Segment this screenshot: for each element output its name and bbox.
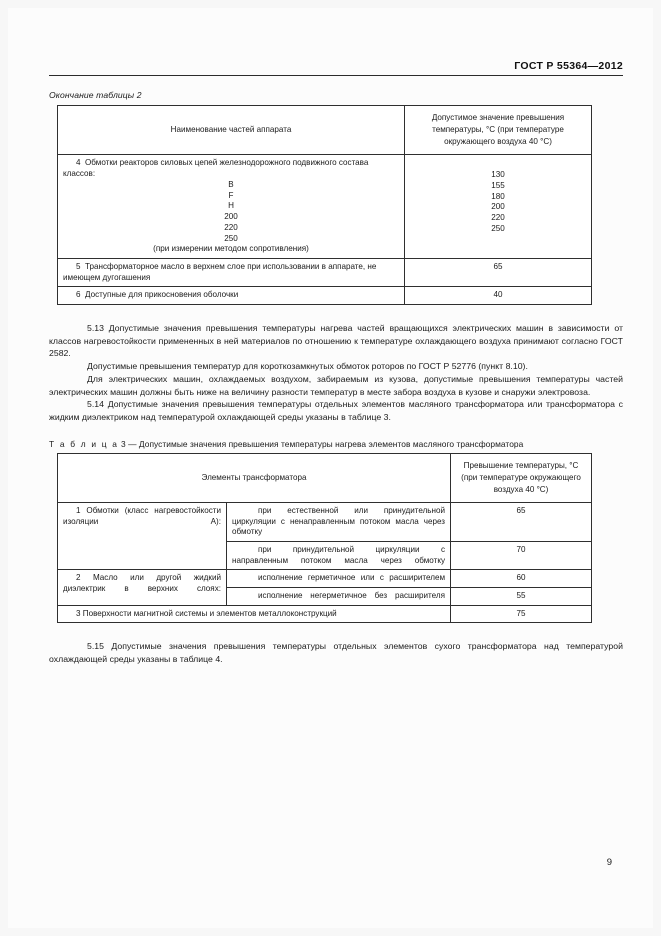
table2-caption: Окончание таблицы 2 (49, 90, 142, 100)
table3-row3-text: Поверхности магнитной системы и элементов металлоконструкций (82, 608, 337, 618)
table-row (58, 287, 592, 305)
table3 (57, 453, 592, 624)
table2-row4-values (405, 155, 592, 259)
table2-row4-note: (при измерении методом сопротивления) (153, 244, 309, 254)
table2-row4-text: Обмотки реакторов силовых цепей железнодорожного подвижного состава классов: (63, 158, 369, 179)
table3-caption-text: 3 — Допустимые значения превышения температуры нагрева элементов масляного трансформатора (121, 438, 524, 449)
paragraph-515: 5.15 Допустимые значения превышения температуры отдельных элементов сухого трансформатора над температурой охлаждающей среды указаны в таблице 4. (49, 641, 623, 665)
table3-row1-sub1-text: при естественной или принудительной циркуляции с ненаправленным потоком масла через обмотку (227, 503, 451, 542)
table2-row4-class-2: H (228, 201, 234, 211)
table3-row3-value: 75 (451, 605, 592, 623)
page-number: 9 (606, 857, 612, 868)
table2-row5-num: 5 (76, 262, 81, 272)
paragraph-group-515 (49, 640, 623, 665)
table3-row1-sub2-value: 70 (451, 542, 592, 570)
table2-row4-value-4: 220 (491, 213, 505, 223)
table2-row4-value-3: 200 (491, 202, 505, 212)
table-row (58, 259, 592, 287)
document-sheet (8, 8, 653, 928)
table3-header-row (58, 453, 592, 502)
table3-row2-sub1-value: 60 (451, 570, 592, 588)
table3-row1-title (58, 503, 227, 570)
table2-header-col2: Допустимое значение превышения температуры, °С (при температуре окружающего воздуха 40 °С) (405, 106, 592, 155)
paragraph-group-513 (49, 322, 623, 424)
table2-row5-title (58, 259, 405, 287)
table3-caption-label: Т а б л и ц а (49, 438, 119, 449)
table2-row4-class-5: 250 (224, 233, 238, 243)
table3-header-col1: Элементы трансформатора (58, 453, 451, 502)
table2-row4-num: 4 (76, 158, 81, 168)
table2-row5-text: Трансформаторное масло в верхнем слое при использовании в аппарате, не имеющем дугогашения (63, 262, 377, 282)
table3-caption (49, 439, 623, 449)
table2-row4-title (58, 155, 405, 259)
table3-row2-num: 2 (76, 573, 81, 583)
table3-row1-sub1-value: 65 (451, 503, 592, 542)
table3-row1-text: Обмотки (класс нагревостойкости изоляции А): (63, 506, 221, 526)
table3-row3-num: 3 (76, 608, 81, 618)
table3-row3-title (58, 605, 451, 623)
table2-row4-value-1: 155 (491, 181, 505, 191)
table2-row4-class-0: B (228, 179, 234, 189)
paragraph-514: 5.14 Допустимые значения превышения температуры отдельных элементов масляного трансформатора или трансформатора с жидким диэлектриком над температурой охлаждающей среды указаны в таблице 3. (49, 399, 623, 422)
table2-header-col1: Наименование частей аппарата (58, 106, 405, 155)
table2-row6-text: Доступные для прикосновения оболочки (85, 290, 239, 300)
table-row (58, 605, 592, 623)
paragraph-513b: Допустимые превышения температур для короткозамкнутых обмоток роторов по ГОСТ Р 52776 (пункт 8.10). (87, 361, 528, 372)
table2-row5-value: 65 (405, 259, 592, 287)
table-row (58, 503, 592, 542)
table2-row4-value-0: 130 (491, 170, 505, 180)
table-row (58, 570, 592, 588)
table2-row4-class-1: F (228, 190, 234, 200)
table2-row6-title (58, 287, 405, 305)
table2-row4-class-4: 220 (224, 222, 238, 232)
table3-header-col2: Превышение температуры, °С (при температуре окружающего воздуха 40 °С) (451, 453, 592, 502)
table3-row2-text: Масло или другой жидкий диэлектрик в верхних слоях: (63, 573, 221, 594)
table3-row2-sub1-text: исполнение герметичное или с расширителем (227, 570, 451, 588)
table2 (57, 105, 592, 305)
table-row (58, 155, 592, 259)
table2-row6-value: 40 (405, 287, 592, 305)
table2-row4-value-5: 250 (491, 223, 505, 233)
table3-row2-title (58, 570, 227, 605)
document-header-standard-number: ГОСТ Р 55364—2012 (49, 60, 623, 76)
table3-row1-sub2-text: при принудительной циркуляции с направленным потоком масла через обмотку (227, 542, 451, 570)
table3-row1-num: 1 (76, 506, 81, 516)
paragraph-513: 5.13 Допустимые значения превышения температуры нагрева частей вращающихся электрических машин в зависимости от классов нагревостойкости примененных в ней материалов по отношению к температуре охлаждающего воздуха принимают согласно ГОСТ 2582. (49, 323, 623, 359)
table2-row4-value-2: 180 (491, 191, 505, 201)
table3-row2-sub2-value: 55 (451, 588, 592, 606)
table2-row6-num: 6 (76, 290, 81, 300)
table2-row4-class-list (63, 180, 399, 255)
document-content (49, 60, 623, 666)
table2-header-row (58, 106, 592, 155)
table3-row2-sub2-text: исполнение негерметичное без расширителя (227, 588, 451, 606)
paragraph-513c: Для электрических машин, охлаждаемых воздухом, забираемым из кузова, допустимые превышения температуры частей электрических машин должны быть ниже на величину разности температур в месте забора воздуха в кузове и снаружи электровоза. (49, 373, 623, 397)
table2-row4-class-3: 200 (224, 212, 238, 222)
